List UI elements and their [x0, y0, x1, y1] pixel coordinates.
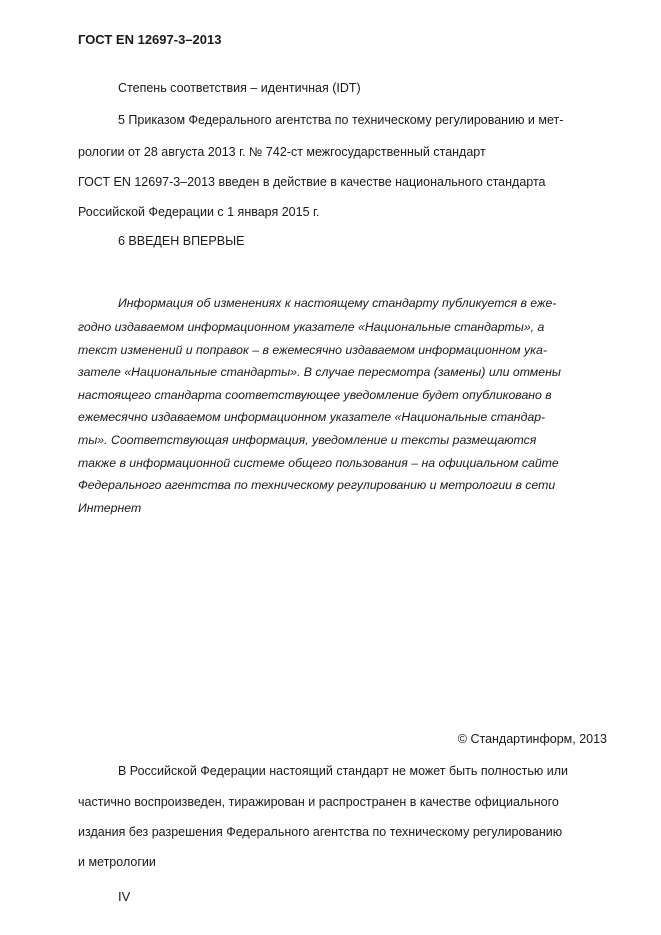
notice-line: годно издаваемом информационном указателе «Национальные стандарты», а — [78, 320, 545, 334]
notice-line: настоящего стандарта соответствующее уведомление будет опубликовано в — [78, 388, 552, 402]
order-line-4: Российской Федерации с 1 января 2015 г. — [78, 205, 320, 219]
rights-line: В Российской Федерации настоящий стандарт не может быть полностью или — [118, 764, 569, 778]
rights-line: издания без разрешения Федерального агентства по техническому регулированию — [78, 825, 563, 839]
rights-line: частично воспроизведен, тиражирован и распространен в качестве официального — [78, 795, 559, 809]
rights-line: и метрологии — [78, 855, 156, 869]
notice-line: ежемесячно издаваемом информационном указателе «Национальные стандар- — [78, 410, 546, 424]
conformity-degree: Степень соответствия – идентичная (IDT) — [118, 81, 361, 95]
notice-line: Федерального агентства по техническому регулированию и метрологии в сети — [78, 478, 556, 492]
order-line-3: ГОСТ EN 12697-3–2013 введен в действие в качестве национального стандарта — [78, 175, 546, 189]
document-header: ГОСТ EN 12697-3–2013 — [78, 32, 222, 47]
first-introduced: 6 ВВЕДЕН ВПЕРВЫЕ — [118, 234, 245, 248]
notice-line: зателе «Национальные стандарты». В случае пересмотра (замены) или отмены — [78, 365, 561, 379]
order-line-1: 5 Приказом Федерального агентства по техническому регулированию и мет- — [118, 113, 564, 127]
page-number: IV — [118, 889, 131, 904]
copyright-notice: © Стандартинформ, 2013 — [457, 732, 607, 746]
notice-line: Интернет — [78, 501, 142, 515]
notice-line: также в информационной системе общего пользования – на официальном сайте — [78, 456, 559, 470]
notice-line: ты». Соответствующая информация, уведомление и тексты размещаются — [78, 433, 537, 447]
notice-line: текст изменений и поправок – в ежемесячно издаваемом информационном ука- — [78, 343, 547, 357]
notice-line: Информация об изменениях к настоящему стандарту публикуется в еже- — [118, 296, 557, 310]
order-line-2: рологии от 28 августа 2013 г. № 742-ст межгосударственный стандарт — [78, 145, 486, 159]
